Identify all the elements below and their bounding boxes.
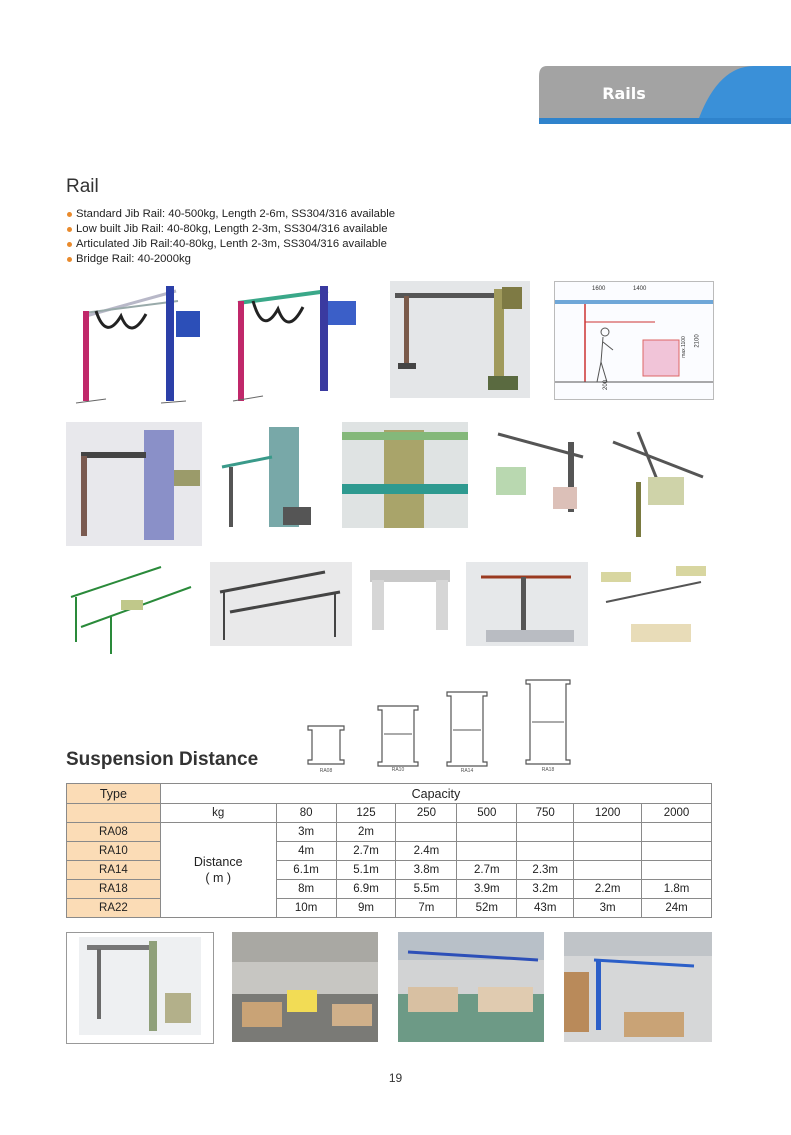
dim-2100: 2100 (694, 334, 701, 348)
value-cell (642, 842, 712, 861)
value-cell: 9m (336, 899, 396, 918)
value-cell: 3.2m (517, 880, 574, 899)
type-cell: RA10 (67, 842, 161, 861)
value-cell: 2.4m (396, 842, 457, 861)
dim-1600: 1600 (592, 286, 606, 292)
capacity-cell: 80 (276, 804, 336, 823)
value-cell: 1.8m (642, 880, 712, 899)
capacity-cell: 1200 (574, 804, 642, 823)
profile-ra14 (441, 686, 493, 776)
value-cell: 3.8m (396, 861, 457, 880)
value-cell: 4m (276, 842, 336, 861)
profile-label: RA10 (391, 767, 405, 773)
value-cell: 5.1m (336, 861, 396, 880)
value-cell: 3m (574, 899, 642, 918)
unit-kg: kg (160, 804, 276, 823)
value-cell: 43m (517, 899, 574, 918)
table-cell (67, 804, 161, 823)
value-cell: 7m (396, 899, 457, 918)
bullet-item: Bridge Rail: 40-2000kg (66, 252, 395, 267)
bridge-rail-render-1 (66, 562, 200, 657)
bridge-rail-render-2 (210, 562, 352, 646)
dim-200: 200 (603, 379, 610, 391)
value-cell: 2.2m (574, 880, 642, 899)
jib-rail-render-1 (66, 281, 211, 411)
value-cell (457, 842, 517, 861)
capacity-cell: 250 (396, 804, 457, 823)
type-cell: RA18 (67, 880, 161, 899)
page-number: 19 (388, 1071, 403, 1085)
capacity-cell: 750 (517, 804, 574, 823)
value-cell (574, 861, 642, 880)
jib-rail-render-2 (228, 281, 373, 411)
suspension-table (66, 783, 712, 918)
section-tab-label: Rails (602, 84, 646, 103)
rail-title: Rail (66, 176, 99, 197)
value-cell (517, 842, 574, 861)
suspension-title: Suspension Distance (66, 749, 259, 770)
installation-drawing (554, 281, 714, 400)
profile-label: RA14 (460, 768, 474, 774)
factory-photo-1 (232, 932, 378, 1042)
value-cell: 5.5m (396, 880, 457, 899)
value-cell: 6.9m (336, 880, 396, 899)
section-tab (539, 66, 791, 124)
articulated-jib-render-1 (66, 422, 202, 546)
type-cell: RA08 (67, 823, 161, 842)
value-cell: 6.1m (276, 861, 336, 880)
header-type: Type (67, 784, 161, 804)
jib-rail-render-photo (66, 932, 214, 1044)
distance-unit: ( m ) (205, 871, 232, 885)
capacity-cell: 125 (336, 804, 396, 823)
factory-photo-2 (398, 932, 544, 1042)
profile-ra10 (370, 698, 426, 774)
articulated-jib-render-2 (217, 422, 323, 532)
type-cell: RA22 (67, 899, 161, 918)
bridge-rail-frame (358, 562, 462, 636)
profile-ra08 (300, 712, 352, 774)
value-cell: 24m (642, 899, 712, 918)
factory-photo-3 (564, 932, 712, 1042)
bridge-rail-vacuum-1 (466, 562, 588, 646)
articulated-jib-closeup (342, 422, 468, 528)
low-built-jib-render (390, 281, 530, 398)
value-cell: 8m (276, 880, 336, 899)
distance-label-cell (160, 823, 276, 918)
value-cell (574, 823, 642, 842)
value-cell: 2m (336, 823, 396, 842)
profile-label: RA18 (541, 767, 555, 773)
value-cell (642, 861, 712, 880)
header-capacity: Capacity (160, 784, 711, 804)
bullet-item: Low built Jib Rail: 40-80kg, Length 2-3m, SS304/316 available (66, 222, 395, 237)
profile-ra18 (520, 672, 576, 776)
value-cell: 2.7m (457, 861, 517, 880)
bridge-rail-vacuum-2 (596, 562, 712, 646)
capacity-cell: 2000 (642, 804, 712, 823)
dim-max-1100: max.1100 (680, 336, 687, 358)
value-cell: 10m (276, 899, 336, 918)
value-cell: 2.3m (517, 861, 574, 880)
bridge-jib-render (608, 422, 712, 542)
value-cell: 3.9m (457, 880, 517, 899)
value-cell (642, 823, 712, 842)
value-cell (457, 823, 517, 842)
profile-label: RA08 (319, 768, 333, 774)
articulated-jib-vacuum (488, 422, 606, 522)
value-cell: 52m (457, 899, 517, 918)
value-cell (574, 842, 642, 861)
bullet-item: Standard Jib Rail: 40-500kg, Length 2-6m, SS304/316 available (66, 207, 395, 222)
distance-label: Distance (193, 855, 243, 869)
capacity-cell: 500 (457, 804, 517, 823)
bullet-item: Articulated Jib Rail:40-80kg, Lenth 2-3m, SS304/316 available (66, 237, 395, 252)
dim-1400: 1400 (633, 286, 647, 292)
value-cell (396, 823, 457, 842)
value-cell (517, 823, 574, 842)
value-cell: 2.7m (336, 842, 396, 861)
value-cell: 3m (276, 823, 336, 842)
type-cell: RA14 (67, 861, 161, 880)
rail-bullet-list (66, 207, 395, 267)
table-row (67, 823, 712, 842)
